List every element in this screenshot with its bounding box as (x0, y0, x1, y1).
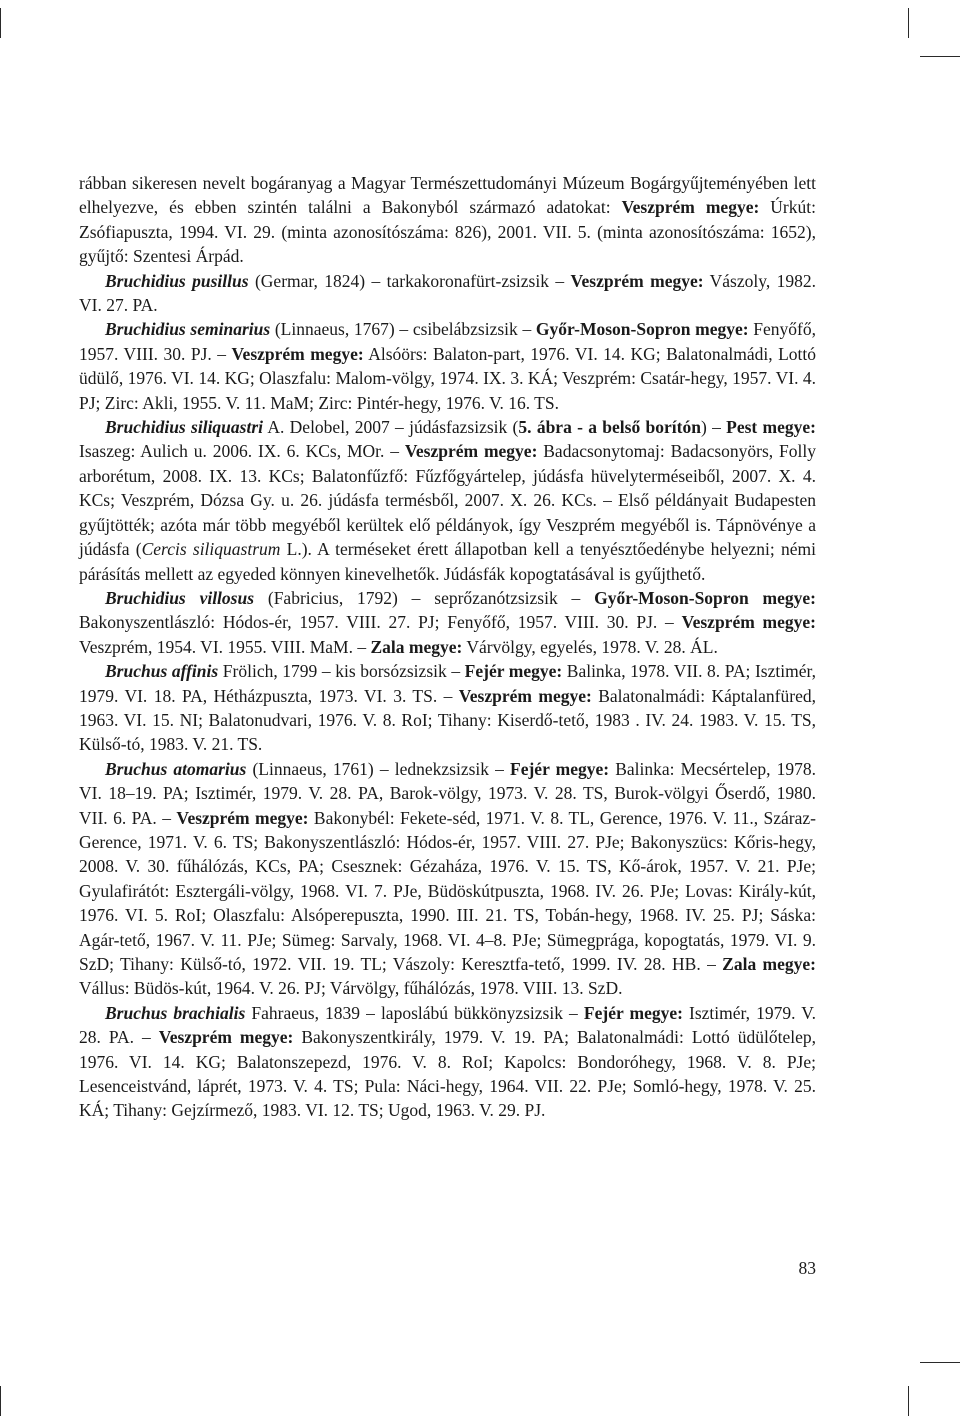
text-run: Bakonybél: Fekete-séd, 1971. V. 8. TL, Gerence, 1976. V. 11., Száraz-Gerence, 1971. V. 6. TS; Bakonyszentlászló: Hódos-ér, 1957. VIII. 27. PJe; Bakonyszücs: Kőris-hegy, 2008. V. 30. fűhálózás, KCs, PA; Csesznek: Gézaháza, 1976. V. 15. TS, Kő-árok, 1957. V. 21. PJe; Gyulafirátót: Esztergáli-völgy, 1968. VI. 7. PJe, Büdöskútpuszta, 1968. IV. 26. PJe; Lovas: Király-kút, 1976. VI. 5. RoI; Olaszfalu: Alsóperepuszta, 1990. III. 21. TS, Tobán-hegy, 1968. IV. 25. PJ; Sáska: Agár-tető, 1967. V. 11. PJe; Sümeg: Sarvaly, 1968. VI. 4–8. PJe; Sümegprága, kopogtatás, 1979. VI. 9. SzD; Tihany: Külső-tó, 1972. VII. 19. TL; Vászoly: Keresztfa-tető, 1999. IV. 28. HB. – (79, 807, 816, 974)
paragraph (79, 317, 816, 415)
crop-mark-bottom-right-horizontal (920, 1362, 960, 1363)
text-run: Balinka, 1978. VII. 8. PA; Isztimér, 1979. VI. 18. PA, Hétházpuszta, 1973. VI. 3. TS. – (79, 661, 816, 706)
paragraph (79, 415, 816, 586)
text-run: (Fabricius, 1792) – seprőzanótzsizsik – (254, 587, 595, 608)
paragraph (79, 171, 816, 269)
county-label: Veszprém megye: (231, 343, 364, 364)
text-run: (Linnaeus, 1767) – csibelábzsizsik – (270, 319, 536, 340)
species-name: Bruchus brachialis (105, 1002, 246, 1023)
county-label: Veszprém megye: (176, 807, 309, 828)
text-run: Balatonalmádi: Káptalanfüred, 1963. VI. 15. NI; Balatonudvari, 1976. V. 8. RoI; Tihany: Kiserdő-tető, 1983 . IV. 24. 1983. V. 15. TS, Külső-tó, 1983. V. 21. TS. (79, 685, 816, 755)
plant-name: Cercis siliquastrum (141, 539, 281, 560)
text-run: Bakonyszentkirály, 1979. V. 19. PA; Balatonalmádi: Lottó üdülőtelep, 1976. VI. 14. KG; Balatonszepezd, 1976. V. 8. RoI; Kapolcs: Bondoróhegy, 1968. V. 8. PJe; Lesenceistvánd, láprét, 1973. V. 4. TS; Pula: Náci-hegy, 1964. VII. 22. PJe; Somló-hegy, 1978. V. 25. KÁ; Tihany: Gejzírmező, 1983. VI. 12. TS; Ugod, 1963. V. 29. PJ. (79, 1027, 816, 1121)
county-label: Pest megye: (726, 417, 816, 438)
text-run: L.). A terméseket érett állapotban kell a tenyésztőedénybe helyezni; némi párásítás mellett az egyeded könnyen kinevelhetők. Júdásfák kopogtatásával is gyűjthető. (79, 539, 816, 584)
paragraph (79, 269, 816, 318)
text-run: Alsóörs: Balaton-part, 1976. VI. 14. KG; Balatonalmádi, Lottó üdülő, 1976. VI. 14. KG; Olaszfalu: Malom-völgy, 1974. IX. 3. KÁ; Veszprém: Csatár-hegy, 1957. VI. 4. PJ; Zirc: Akli, 1955. V. 11. MaM; Zirc: Pintér-hegy, 1976. V. 16. TS. (79, 343, 816, 413)
text-run: Fenyőfő, 1957. VIII. 30. PJ. – (79, 319, 816, 364)
crop-mark-top-right-horizontal (920, 56, 960, 57)
species-name: Bruchidius seminarius (105, 319, 271, 340)
text-run: A. Delobel, 2007 – júdásfazsizsik ( (263, 417, 519, 438)
crop-mark-top-right-vertical (908, 8, 909, 38)
county-label: Fejér megye: (583, 1002, 683, 1023)
county-label: Fejér megye: (510, 758, 610, 779)
text-run: Bakonyszentlászló: Hódos-ér, 1957. VIII. 27. PJ; Fenyőfő, 1957. VIII. 30. PJ. – (79, 612, 682, 633)
county-label: Veszprém megye: (570, 270, 704, 291)
county-label: Veszprém megye: (458, 685, 592, 706)
county-label: Fejér megye: (464, 661, 563, 682)
county-label: Veszprém megye: (681, 612, 816, 633)
text-run: rábban sikeresen nevelt bogáranyag a Magyar Természettudományi Múzeum Bogárgyűjteményében lett elhelyezve, és ebben szintén találni a Bakonyból származó adatokat: (79, 173, 816, 218)
crop-mark-top-left (0, 8, 1, 38)
body-text (79, 171, 816, 1123)
text-run: Badacsonytomaj: Badacsonyörs, Folly arborétum, 2008. IX. 13. KCs; Balatonfűzfő: Fűzfőgyártelep, júdásfa hüvelyterméseiből, 2007. X. 4. KCs; Veszprém, Dózsa Gy. u. 26. júdásfa termésből, 2007. X. 26. KCs. – Első példányait Budapesten gyűjtötték; azóta már több megyéből kerültek elő példányok, így Veszprém megyéből is. Tápnövénye a júdásfa ( (79, 441, 816, 560)
species-name: Bruchidius siliquastri (105, 417, 264, 438)
paragraph (79, 1001, 816, 1123)
species-name: Bruchus atomarius (105, 758, 247, 779)
page-number: 83 (798, 1258, 816, 1278)
paragraph (79, 586, 816, 659)
text-run: (Germar, 1824) – tarkakoronafürt-zsizsik – (248, 270, 571, 291)
crop-mark-bottom-right-vertical (908, 1386, 909, 1416)
species-name: Bruchidius pusillus (105, 270, 249, 291)
text-run: Fahraeus, 1839 – laposlábú bükkönyzsizsik – (245, 1002, 584, 1023)
text-run: Vászoly, 1982. VI. 27. PA. (79, 270, 816, 316)
county-label: Veszprém megye: (158, 1027, 294, 1048)
text-run: Vállus: Büdös-kút, 1964. V. 26. PJ; Várvölgy, fűhálózás, 1978. VIII. 13. SzD. (79, 978, 623, 999)
text-run: (Linnaeus, 1761) – lednekzsizsik – (246, 758, 511, 779)
species-name: Bruchidius villosus (105, 587, 255, 608)
text-run: Isztimér, 1979. V. 28. PA. – (79, 1002, 817, 1048)
paragraph (79, 659, 816, 757)
text-run: Isaszeg: Aulich u. 2006. IX. 6. KCs, MOr. – (79, 441, 405, 462)
text-run: Veszprém, 1954. VI. 1955. VIII. MaM. – (79, 636, 371, 657)
county-label: Győr-Moson-Sopron megye: (535, 319, 749, 340)
text-run: Várvölgy, egyelés, 1978. V. 28. ÁL. (462, 636, 718, 657)
text-run: Balinka: Mecsértelep, 1978. VI. 18–19. PA; Isztimér, 1979. V. 28. PA, Barok-völgy, 1973. V. 28. TS, Burok-völgyi Őserdő, 1980. VII. 6. PA. – (79, 758, 817, 828)
county-label: Veszprém megye: (404, 441, 538, 462)
crop-mark-bottom-left (0, 1386, 1, 1416)
county-label: Győr-Moson-Sopron megye: (594, 587, 816, 608)
county-label: 5. ábra - a belső borítón (518, 417, 701, 438)
county-label: Zala megye: (370, 636, 463, 657)
text-run: Frölich, 1799 – kis borsózsizsik – (218, 661, 465, 682)
species-name: Bruchus affinis (105, 661, 219, 682)
county-label: Veszprém megye: (621, 197, 760, 218)
text-run: ) – (700, 417, 727, 438)
text-run: Úrkút: Zsófiapuszta, 1994. VI. 29. (minta azonosítószáma: 826), 2001. VII. 5. (minta azonosítószáma: 1652), gyűjtő: Szentesi Árpád. (79, 197, 816, 267)
county-label: Zala megye: (722, 954, 816, 974)
paragraph (79, 757, 816, 1001)
